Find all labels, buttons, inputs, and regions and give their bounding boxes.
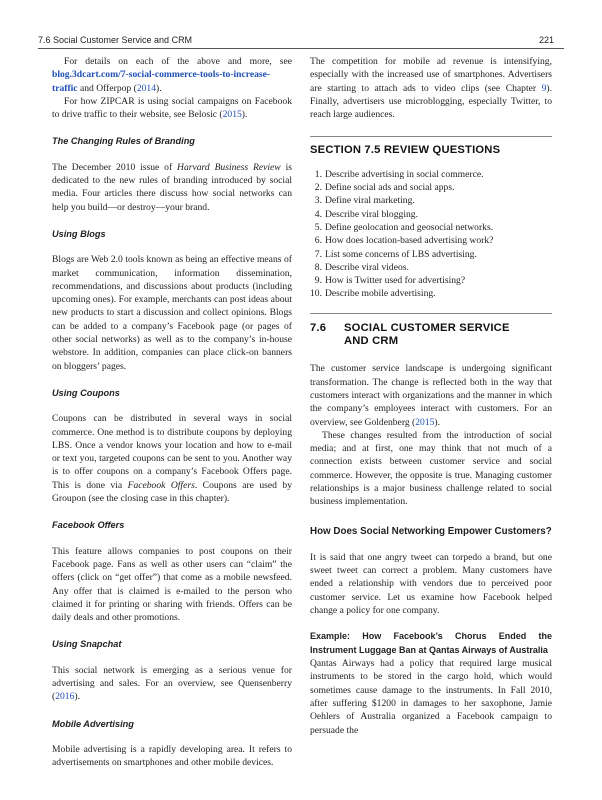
heading-snapchat: Using Snapchat xyxy=(52,639,122,650)
section-7-6-heading xyxy=(310,322,552,349)
quensenberry-citation-link[interactable]: 2016 xyxy=(55,691,75,703)
paragraph-coupons: Coupons can be distributed in several ways in social commerce. One method is to distribute coupons by deploying LBS. Once a vendor knows your location and how to e-mail or text you, targeted coupons can be sent to you. Another way is to offer coupons on a company’s Facebook Offers page. This is done via Facebook Offers. Coupons are used by Groupon (see the closing case in this chapter). xyxy=(52,413,292,505)
chapter-header: 7.6 Social Customer Service and CRM xyxy=(38,35,193,45)
review-questions-list xyxy=(310,168,552,301)
heading-branding: The Changing Rules of Branding xyxy=(52,136,195,147)
offerpop-citation-link[interactable]: 2014 xyxy=(136,82,156,94)
paragraph-zipcar: For how ZIPCAR is using social campaigns on Facebook to drive traffic to their website, see Belosic (2015). xyxy=(52,95,292,121)
blog-3dcart-link[interactable]: blog.3dcart.com/7-social-commerce-tools-to-increase-traffic xyxy=(52,69,271,94)
review-question-item xyxy=(310,168,552,181)
section-rule xyxy=(310,136,552,137)
header-rule xyxy=(38,48,564,49)
heading-empower-customers: How Does Social Networking Empower Customers? xyxy=(310,525,552,537)
review-question-text: Describe viral blogging. xyxy=(325,208,418,220)
review-question-text: How does location-based advertising work? xyxy=(325,235,494,247)
paragraph-empower: It is said that one angry tweet can torpedo a brand, but one sweet tweet can correct a problem. Many customers have ended a relationship with vendors due to perceived poor customer service. Let us examine how Facebook helped change a policy for one company. xyxy=(310,551,552,616)
paragraph-social-media-changes: These changes resulted from the introduction of social media; and at first, one may think that not much of a connection exists between customer service and social commerce. However, the opposite is true. Managing customer relationships is a major business challenge related to social business implementation. xyxy=(310,429,552,508)
review-question-item xyxy=(310,194,552,207)
right-column xyxy=(310,55,552,737)
review-question-text: Describe mobile advertising. xyxy=(325,288,436,300)
review-question-number: 4. xyxy=(314,208,322,220)
heading-coupons: Using Coupons xyxy=(52,387,120,398)
paragraph-qantas: Qantas Airways had a policy that required large musical instruments to be stored in the cargo hold, which would sometimes cause damage to the instruments. In Fall 2010, after suffering $1200 in damages to her saxophone, Jamie Oehlers of Australia organized a Facebook campaign to persuade the xyxy=(310,658,552,736)
section-title: SOCIAL CUSTOMER SERVICE AND CRM xyxy=(344,321,510,348)
review-question-number: 2. xyxy=(314,182,322,194)
heading-qantas-example: Example: How Facebook’s Chorus Ended the Instrument Luggage Ban at Qantas Airways of Australia xyxy=(310,631,552,656)
review-questions-heading: SECTION 7.5 REVIEW QUESTIONS xyxy=(310,144,501,157)
review-question-text: Define social ads and social apps. xyxy=(325,182,455,194)
review-question-text: Define geolocation and geosocial networks. xyxy=(325,221,494,233)
review-question-item xyxy=(310,221,552,234)
goldenberg-citation-link[interactable]: 2015 xyxy=(415,416,435,428)
paragraph-branding: The December 2010 issue of Harvard Business Review is dedicated to the new rules of branding introduced by social media. Four articles there discuss how social networks can help you build—or destroy—your brand. xyxy=(52,161,292,213)
review-question-text: How is Twitter used for advertising? xyxy=(325,275,466,287)
running-header xyxy=(38,35,564,47)
review-question-text: Describe viral videos. xyxy=(325,261,409,273)
review-question-text: Define viral marketing. xyxy=(325,195,415,207)
chapter-9-link[interactable]: 9 xyxy=(541,82,547,94)
review-question-number: 5. xyxy=(314,221,322,233)
paragraph-snapchat: This social network is emerging as a serious venue for advertising and sales. For an overview, see Quensenberry (2016). xyxy=(52,664,292,703)
paragraph-blogs: Blogs are Web 2.0 tools known as being an effective means of market communication, information dissemination, recommendations, and discussions about products (including upcoming ones). For example, merchants can post ideas about new products to start a discussion and collect opinions. Blogs can be added to a company’s Facebook page (or pages of other social networks) as well as to the company’s in-house webstore. In addition, companies can place click-on banners on bloggers’ pages. xyxy=(52,254,292,372)
paragraph-facebook-offers: This feature allows companies to post coupons on their Facebook page. Fans as well as other users can “claim” the offers (click on “get offer”) that come as a mobile newsfeed. Any offer that is claimed is e-mailed to the person who claimed it for printing or sharing with friends. Offers can be daily deals and other promotions. xyxy=(52,545,292,624)
review-question-item xyxy=(310,261,552,274)
heading-facebook-offers: Facebook Offers xyxy=(52,520,125,531)
heading-blogs: Using Blogs xyxy=(52,228,106,239)
page-number: 221 xyxy=(538,35,554,45)
section-number: 7.6 xyxy=(310,321,327,334)
paragraph-customer-service: The customer service landscape is undergoing significant transformation. The change is reflected both in the way that customers interact with organizations and the manner in which the company’s employees interact with customers. For an overview, see Goldenberg (2015). xyxy=(310,363,552,428)
review-question-item xyxy=(310,208,552,221)
review-question-number: 10. xyxy=(310,288,322,300)
review-question-item xyxy=(310,234,552,247)
review-question-number: 7. xyxy=(314,248,322,260)
paragraph-details: For details on each of the above and more, see blog.3dcart.com/7-social-commerce-tools-to-increase-traffic and Offerpop (2014). xyxy=(52,56,292,94)
review-question-number: 8. xyxy=(314,261,322,273)
paragraph-mobile-advertising: Mobile advertising is a rapidly developing area. It refers to advertisements on smartphones and other mobile devices. xyxy=(52,743,292,769)
review-question-text: List some concerns of LBS advertising. xyxy=(325,248,477,260)
review-question-number: 1. xyxy=(314,168,322,180)
heading-mobile-advertising: Mobile Advertising xyxy=(52,718,134,729)
review-question-item xyxy=(310,181,552,194)
left-column xyxy=(52,55,292,769)
paragraph-mobile-ad-competition: The competition for mobile ad revenue is intensifying, especially with the increased use of smartphones. Advertisers are starting to attach ads to video clips (see Chapter 9). Finally, advertisers use microblogging, especially Twitter, to reach large audiences. xyxy=(310,56,552,121)
section-rule xyxy=(310,313,552,314)
review-question-number: 9. xyxy=(314,275,322,287)
belosic-citation-link[interactable]: 2015 xyxy=(222,109,242,121)
review-question-item xyxy=(310,248,552,261)
review-question-number: 6. xyxy=(314,235,322,247)
review-question-item xyxy=(310,274,552,287)
review-question-number: 3. xyxy=(314,195,322,207)
review-question-item xyxy=(310,287,552,300)
review-question-text: Describe advertising in social commerce. xyxy=(325,168,484,180)
